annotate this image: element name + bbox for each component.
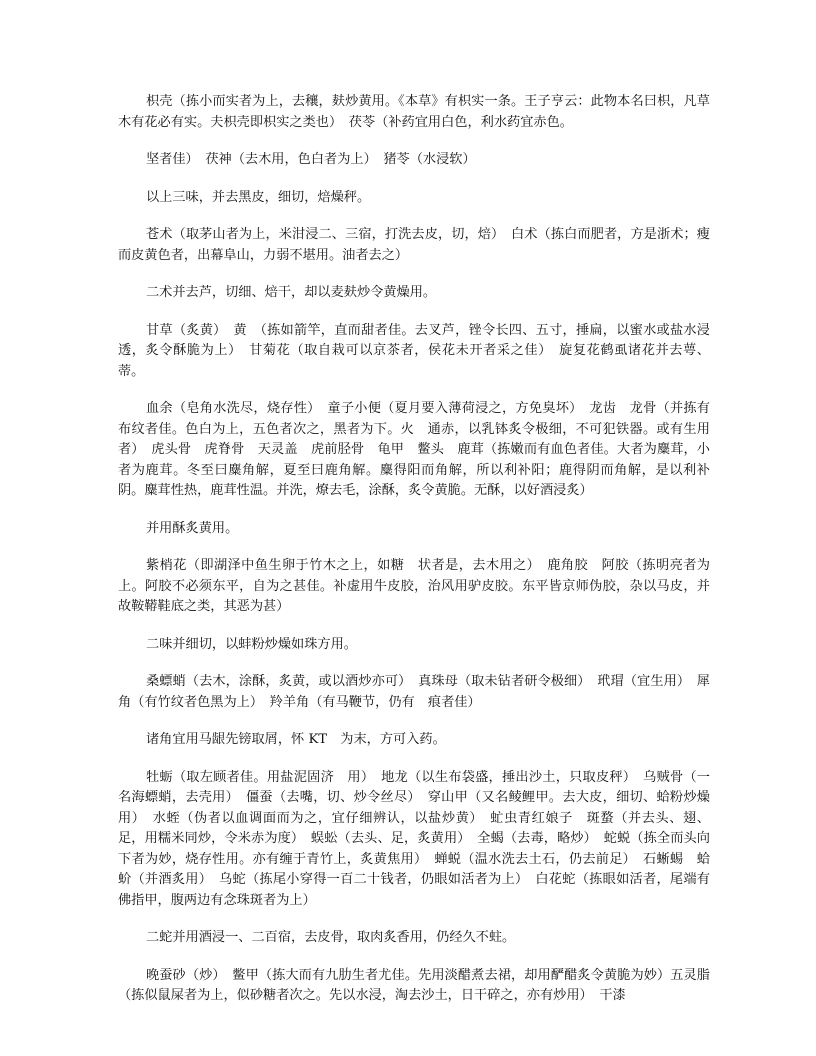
paragraph-three-herbs-note: 以上三味，并去黑皮，细切，焙燥秤。 [146,189,371,205]
paragraph-cangzhu-baizhu: 苍术（取茅山者为上，米泔浸二、三宿，打洗去皮，切，焙） 白术（拣白而肥者，方是浙术；瘦而皮黄色者，出幕阜山，力弱不堪用。油者去之） [118,227,710,263]
paragraph-cansha-biejia: 晚蚕砂（炒） 鳖甲（拣大而有九肋生者尤佳。先用淡醋煮去裙，却用酽醋炙令黄脆为妙）五灵脂（拣似鼠屎者为上，似砂糖者次之。先以水浸，淘去沙土，日干碎之，亦有炒用） 干漆 [118,967,710,1003]
document-page [118,92,710,1024]
paragraph-two-zhu-note: 二术并去芦，切细、焙干，却以麦麸炒令黄燥用。 [146,285,437,300]
paragraph-animal-drugs: 牡蛎（取左顾者佳。用盐泥固济 用） 地龙（以生布袋盛，捶出沙土，只取皮秤） 乌贼骨（一名海螵蛸，去壳用） 僵蚕（去嘴，切、炒令丝尽） 穿山甲（又名鲮鲤甲。去大皮，细切、蛤粉炒燥用） 水蛭（伪者以血调面而为之，宜仔细辨认，以盐炒黄） 虻虫青红娘子 斑蝥（并去头、翅、足，用糯米同炒，令米赤为度） 蜈蚣（去头、足，炙黄用） 全蝎（去毒，略炒） 蛇蜕（拣全而头向下者为妙，烧存性用。亦有缠于青竹上，炙黄焦用） 蝉蜕（温水洗去土石，仍去前足） 石蜥蜴 蛤蚧（并酒炙用） 乌蛇（拣尾小穿得一百二十钱者，仍眼如活者为上） 白花蛇（拣眼如活者，尾端有佛指甲，腹两边有念珠斑者为上） [118,769,710,908]
paragraph-horns: 桑螵蛸（去木，涂酥，炙黄，或以酒炒亦可） 真珠母（取未钻者研令极细） 玳瑁（宜生用） 犀角（有竹纹者色黑为上） 羚羊角（有马鞭节，仍有 痕者佳） [118,674,710,710]
paragraph-fushen-zhuling: 坚者佳） 茯神（去木用，色白者为上） 猪苓（水浸软） [146,152,476,167]
paragraph-su-roast-note: 并用酥炙黄用。 [146,520,239,536]
paragraph-zishaohua-ejiao: 紫梢花（即湖泽中鱼生卵于竹木之上，如糖 状者是，去木用之） 鹿角胶 阿胶（拣明亮者为上。阿胶不必须东平，自为之甚佳。补虚用牛皮胶，治风用驴皮胶。东平皆京师伪胶，杂以马皮，并故鞍鞯鞋底之类，其恶为甚） [118,558,710,614]
paragraph-zhiqiao-fuling: 枳壳（拣小而实者为上，去穰，麸炒黄用。《本草》有枳实一条。王子亨云：此物本名曰枳，凡草木有花必有实。夫枳壳即枳实之类也） 茯苓（补药宜用白色，利水药宜赤色。 [118,94,710,130]
paragraph-horn-prep-note: 诸角宜用马龈先镑取屑，怀 KT 为末，方可入药。 [146,732,446,747]
paragraph-xueyu-bones: 血余（皂角水洗尽，烧存性） 童子小便（夏月要入薄荷浸之，方免臭坏） 龙齿 龙骨（并拣有布纹者佳。色白为上，五色者次之，黑者为下。火 通赤，以乳钵炙令极细，不可犯铁器。或有生用者） 虎头骨 虎脊骨 天灵盖 虎前胫骨 龟甲 鳖头 鹿茸（拣嫩而有血色者佳。大者为麋茸，小者为鹿茸。冬至曰麋角解，夏至曰鹿角解。麋得阳而角解，所以利补阳；鹿得阴而角解，是以利补阴。麋茸性热，鹿茸性温。并洗，燎去毛，涂酥，炙令黄脆。无酥，以好酒浸炙） [118,401,710,498]
paragraph-two-snakes-note: 二蛇并用酒浸一、二百宿，去皮骨，取肉炙香用，仍经久不蛀。 [146,930,516,945]
paragraph-gancao-flowers: 甘草（炙黄） 黄 （拣如箭竿，直而甜者佳。去叉芦，锉令长四、五寸，捶扁，以蜜水或盐水浸透，炙令酥脆为上） 甘菊花（取自栽可以京茶者，侯花未开者采之佳） 旋复花鹤虱诸花并去萼、蒂。 [118,322,710,379]
paragraph-two-gelatin-note: 二味并细切，以蚌粉炒燥如珠方用。 [146,636,357,652]
